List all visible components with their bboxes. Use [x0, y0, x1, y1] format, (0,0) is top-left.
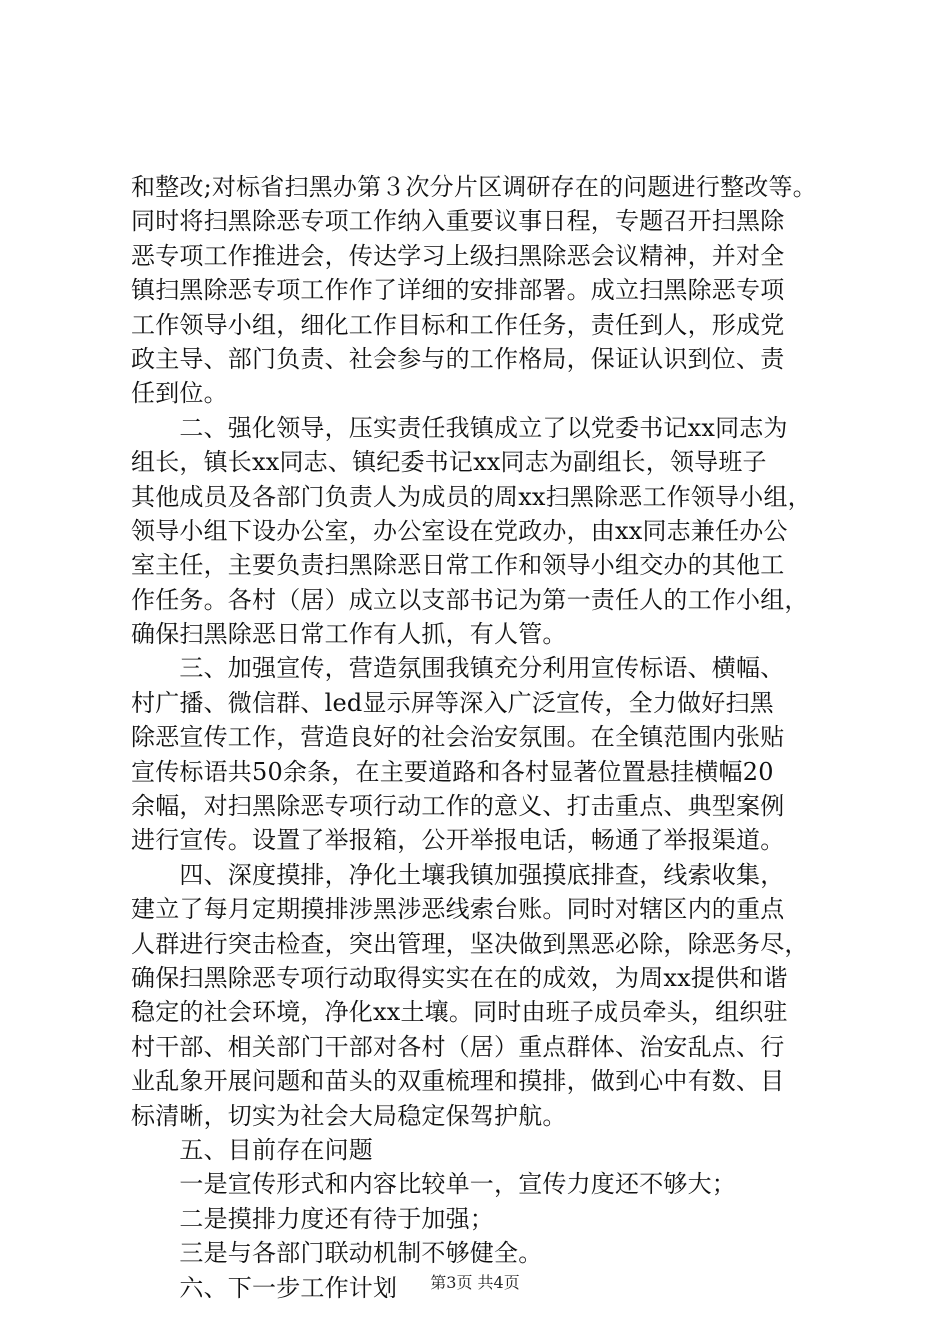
- text-line: 宣传标语共50余条，在主要道路和各村显著位置悬挂横幅20: [131, 757, 774, 786]
- text-line: 稳定的社会环境，净化xx土壤。同时由班子成员牵头，组织驻: [131, 998, 788, 1027]
- text-line: 工作领导小组，细化工作目标和工作任务，责任到人，形成党: [131, 310, 785, 339]
- section-heading-line: 三、加强宣传，营造氛围我镇充分利用宣传标语、横幅、: [131, 654, 785, 683]
- text-line: 同时将扫黑除恶专项工作纳入重要议事日程，专题召开扫黑除: [131, 207, 785, 236]
- section-heading-line: 二、强化领导，压实责任我镇成立了以党委书记xx同志为: [131, 413, 788, 442]
- text-line: 政主导、部门负责、社会参与的工作格局，保证认识到位、责: [131, 344, 785, 373]
- text-line: 作任务。各村（居）成立以支部书记为第一责任人的工作小组，: [131, 585, 809, 614]
- section-heading-line: 四、深度摸排，净化土壤我镇加强摸底排查，线索收集，: [131, 860, 785, 889]
- text-line: 组长，镇长xx同志、镇纪委书记xx同志为副组长，领导班子: [131, 448, 767, 477]
- text-line: 余幅，对扫黑除恶专项行动工作的意义、打击重点、典型案例: [131, 792, 785, 821]
- text-line: 业乱象开展问题和苗头的双重梳理和摸排，做到心中有数、目: [131, 1067, 785, 1096]
- text-line: 标清晰，切实为社会大局稳定保驾护航。: [131, 1101, 567, 1130]
- text-line: 人群进行突击检查，突出管理，坚决做到黑恶必除，除恶务尽，: [131, 929, 809, 958]
- text-line: 镇扫黑除恶专项工作作了详细的安排部署。成立扫黑除恶专项: [131, 276, 785, 305]
- text-line: 进行宣传。设置了举报箱，公开举报电话，畅通了举报渠道。: [131, 826, 785, 855]
- text-line: 任到位。: [131, 379, 228, 408]
- list-item-line: 一是宣传形式和内容比较单一，宣传力度还不够大；: [131, 1170, 736, 1199]
- text-line: 村干部、相关部门干部对各村（居）重点群体、治安乱点、行: [131, 1032, 785, 1061]
- text-line: 和整改;对标省扫黑办第３次分片区调研存在的问题进行整改等。: [131, 173, 817, 201]
- text-line: 领导小组下设办公室，办公室设在党政办，由xx同志兼任办公: [131, 516, 788, 545]
- section-heading-line: 五、目前存在问题: [131, 1135, 373, 1164]
- text-line: 村广播、微信群、led显示屏等深入广泛宣传，全力做好扫黑: [131, 688, 774, 717]
- text-line: 其他成员及各部门负责人为成员的周xx扫黑除恶工作领导小组，: [131, 482, 812, 511]
- list-item-line: 三是与各部门联动机制不够健全。: [131, 1239, 543, 1268]
- list-item-line: 二是摸排力度还有待于加强；: [131, 1204, 494, 1233]
- text-line: 确保扫黑除恶专项行动取得实实在在的成效，为周xx提供和谐: [131, 963, 788, 992]
- text-line: 除恶宣传工作，营造良好的社会治安氛围。在全镇范围内张贴: [131, 723, 785, 752]
- text-line: 室主任，主要负责扫黑除恶日常工作和领导小组交办的其他工: [131, 551, 785, 580]
- section-heading-line: 六、下一步工作计划: [131, 1273, 398, 1302]
- text-line: 建立了每月定期摸排涉黑涉恶线索台账。同时对辖区内的重点: [131, 895, 785, 924]
- text-line: 确保扫黑除恶日常工作有人抓，有人管。: [131, 620, 567, 649]
- document-body: [131, 170, 831, 1305]
- text-line: 恶专项工作推进会，传达学习上级扫黑除恶会议精神，并对全: [131, 241, 785, 270]
- page-number-footer: 第3页 共4页: [430, 1273, 520, 1292]
